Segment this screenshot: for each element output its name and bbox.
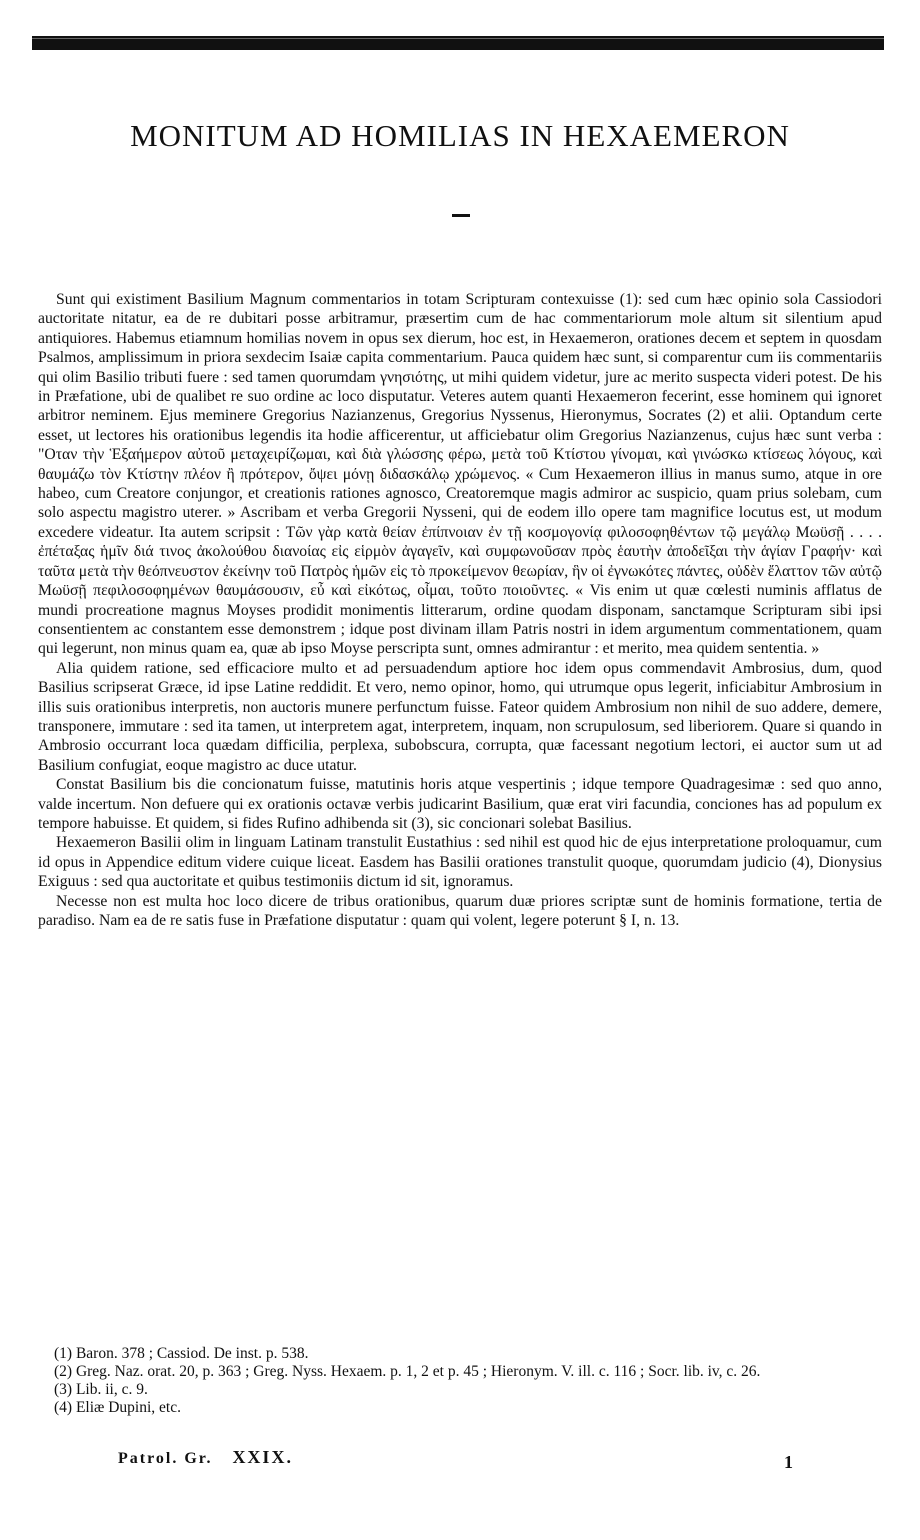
signature-label: Patrol. Gr. bbox=[118, 1450, 213, 1467]
paragraph-4: Hexaemeron Basilii olim in linguam Latinam transtulit Eustathius : sed nihil est quod hic de ejus interpretatione proloquamur, cum id opus in Appendice editum videre cuique liceat. Easdem has Basilii orationes transtulit quoque, quorumdam judicio (4), Dionysius Exiguus : sed qua auctoritate et quibus testimoniis dictum id sit, ignoramus. bbox=[38, 834, 882, 891]
top-rule bbox=[32, 36, 884, 50]
page-number: 1 bbox=[784, 1452, 793, 1472]
footnote-2: (2) Greg. Naz. orat. 20, p. 363 ; Greg. Nyss. Hexaem. p. 1, 2 et p. 45 ; Hieronym. V. ill. c. 116 ; Socr. lib. iv, c. 26. bbox=[54, 1363, 761, 1380]
footnote-3: (3) Lib. ii, c. 9. bbox=[54, 1381, 148, 1398]
paragraph-3: Constat Basilium bis die concionatum fuisse, matutinis horis atque vespertinis ; idque tempore Quadragesimæ : sed quo anno, valde incertum. Non defuere qui ex orationis octavæ verbis judicarint Basilium, quæ erat viri facundia, conciones has ad populum ex tempore habuisse. Et quidem, si fides Rufino adhibenda sit (3), sic concionari solebat Basilius. bbox=[38, 776, 882, 832]
page-title: MONITUM AD HOMILIAS IN HEXAEMERON bbox=[130, 118, 790, 153]
paragraph-5: Necesse non est multa hoc loco dicere de tribus orationibus, quarum duæ priores scriptæ sunt de hominis formatione, tertia de paradiso. Nam ea de re satis fuse in Præfatione disputatur : quam qui volent, legere poterunt § I, n. 13. bbox=[38, 892, 882, 929]
title-separator bbox=[452, 214, 470, 217]
footnote-1: (1) Baron. 378 ; Cassiod. De inst. p. 538. bbox=[54, 1345, 309, 1362]
footnotes bbox=[38, 1345, 882, 1417]
paragraph-1: Sunt qui existiment Basilium Magnum commentarios in totam Scripturam contexuisse (1): sed cum hæc opinio sola Cassiodori auctoritate nitatur, ea de re dubitari posse arbitramur, præsertim cum de hac commentariorum mole altum sit silentium apud antiquiores. Habemus etiamnum homilias novem in opus sex dierum, hoc est, in Hexaemeron, orationes decem et septem in quosdam Psalmos, amplissimum in priora sexdecim Isaiæ capita commentarium. Pauca quidem hæc sunt, si comparentur cum iis commentariis qui olim Basilio tributi fuere : sed tamen quorumdam γνησιότης, ut mihi quidem videtur, jure ac merito suspecta videri potest. De his in Præfatione, ubi de qualibet re suo ordine ac loco disputatur. Veteres autem quanti Hexaemeron fecerint, esse hominem qui ignoret arbitror neminem. Ejus meminere Gregorius Nazianzenus, Gregorius Nyssenus, Hieronymus, Socrates (2) et alii. Optandum certe esset, ut lectores his orationibus legendis ita hodie afficerentur, ut afficiebatur olim Gregorius Nazianzenus, cujus hæc sunt verba : "Οταν τὴν Ἑξαήμερον αὐτοῦ μεταχειρίζωμαι, καὶ διὰ γλώσσης φέρω, μετὰ τοῦ Κτίστου γίνομαι, καὶ γινώσκω κτίσεως λόγους, καὶ θαυμάζω τὸν Κτίστην πλέον ἢ πρότερον, ὄψει μόνῃ διδασκάλῳ χρώμενος. « Cum Hexaemeron illius in manus sumo, atque in ore habeo, cum Creatore conjungor, et creationis rationes agnosco, Creatoremque magis admiror ac suspicio, quam prius solebam, cum solo aspectu magistro uterer. » Ascribam et verba Gregorii Nysseni, qui de eodem illo opere tam magnifice locutus est, ut modum excedere videatur. Ita autem scripsit : Τῶν γὰρ κατὰ θείαν ἐπίπνοιαν ἐν τῇ κοσμογονίᾳ φιλοσοφηθέντων τῷ μεγάλῳ Μωϋσῇ . . . . ἐπέταξας ἡμῖν διά τινος ἀκολούθου διανοίας εἰς εἱρμὸν ἀγαγεῖν, καὶ συμφωνοῦσαν πρὸς ἑαυτὴν ἀποδεῖξαι τὴν ἁγίαν Γραφήν· καὶ ταῦτα μετὰ τὴν θεόπνευστον ἐκείνην τοῦ Πατρὸς ἡμῶν εἰς τὸ προκείμενον θεωρίαν, ἣν οἱ ἐγνωκότες πάντες, οὐδὲν ἔλαττον τῶν αὐτῷ Μωϋσῇ πεφιλοσοφημένων θαυμάσουσιν, εὖ καὶ εἰκότως, οἶμαι, τοῦτο ποιοῦντες. « Vis enim ut quæ cœlesti numinis afflatus de mundi procreatione magnus Moyses prodidit monimentis litterarum, ordine quodam disponam, sanctamque Scripturam sibi ipsi consentientem ac constantem esse demonstrem ; idque post divinam illam Patris nostri in idem argumentum commentationem, quam qui legerunt, non minus quam ea, quæ ab ipso Moyse perscripta sunt, omnes admirantur : et merito, mea quidem sententia. » bbox=[38, 291, 882, 658]
signature-volume: XXIX. bbox=[232, 1447, 293, 1467]
volume-signature bbox=[118, 1447, 293, 1468]
footnote-4: (4) Eliæ Dupini, etc. bbox=[54, 1399, 181, 1416]
paragraph-2: Alia quidem ratione, sed efficaciore multo et ad persuadendum aptiore hoc idem opus commendavit Ambrosius, dum, quod Basilius scripserat Græce, id ipse Latine reddidit. Et vero, nemo opinor, homo, qui utrumque opus legerit, inficiabitur Ambrosium in illis suis orationibus interpretis, non auctoris munere perfunctum fuisse. Fateor quidem Ambrosium non nihil de suo addere, demere, transponere, immutare : sed ita tamen, ut interpretem agat, interpretem, inquam, non scrupulosum, sed liberiorem. Quare si quando in Ambrosio occurrant loca quædam difficilia, perplexa, subobscura, corrupta, quæ facessant negotium lectori, ei auctor sum ut ad Basilium confugiat, eoque magistro ac duce utatur. bbox=[38, 659, 882, 774]
body-text bbox=[38, 290, 882, 930]
